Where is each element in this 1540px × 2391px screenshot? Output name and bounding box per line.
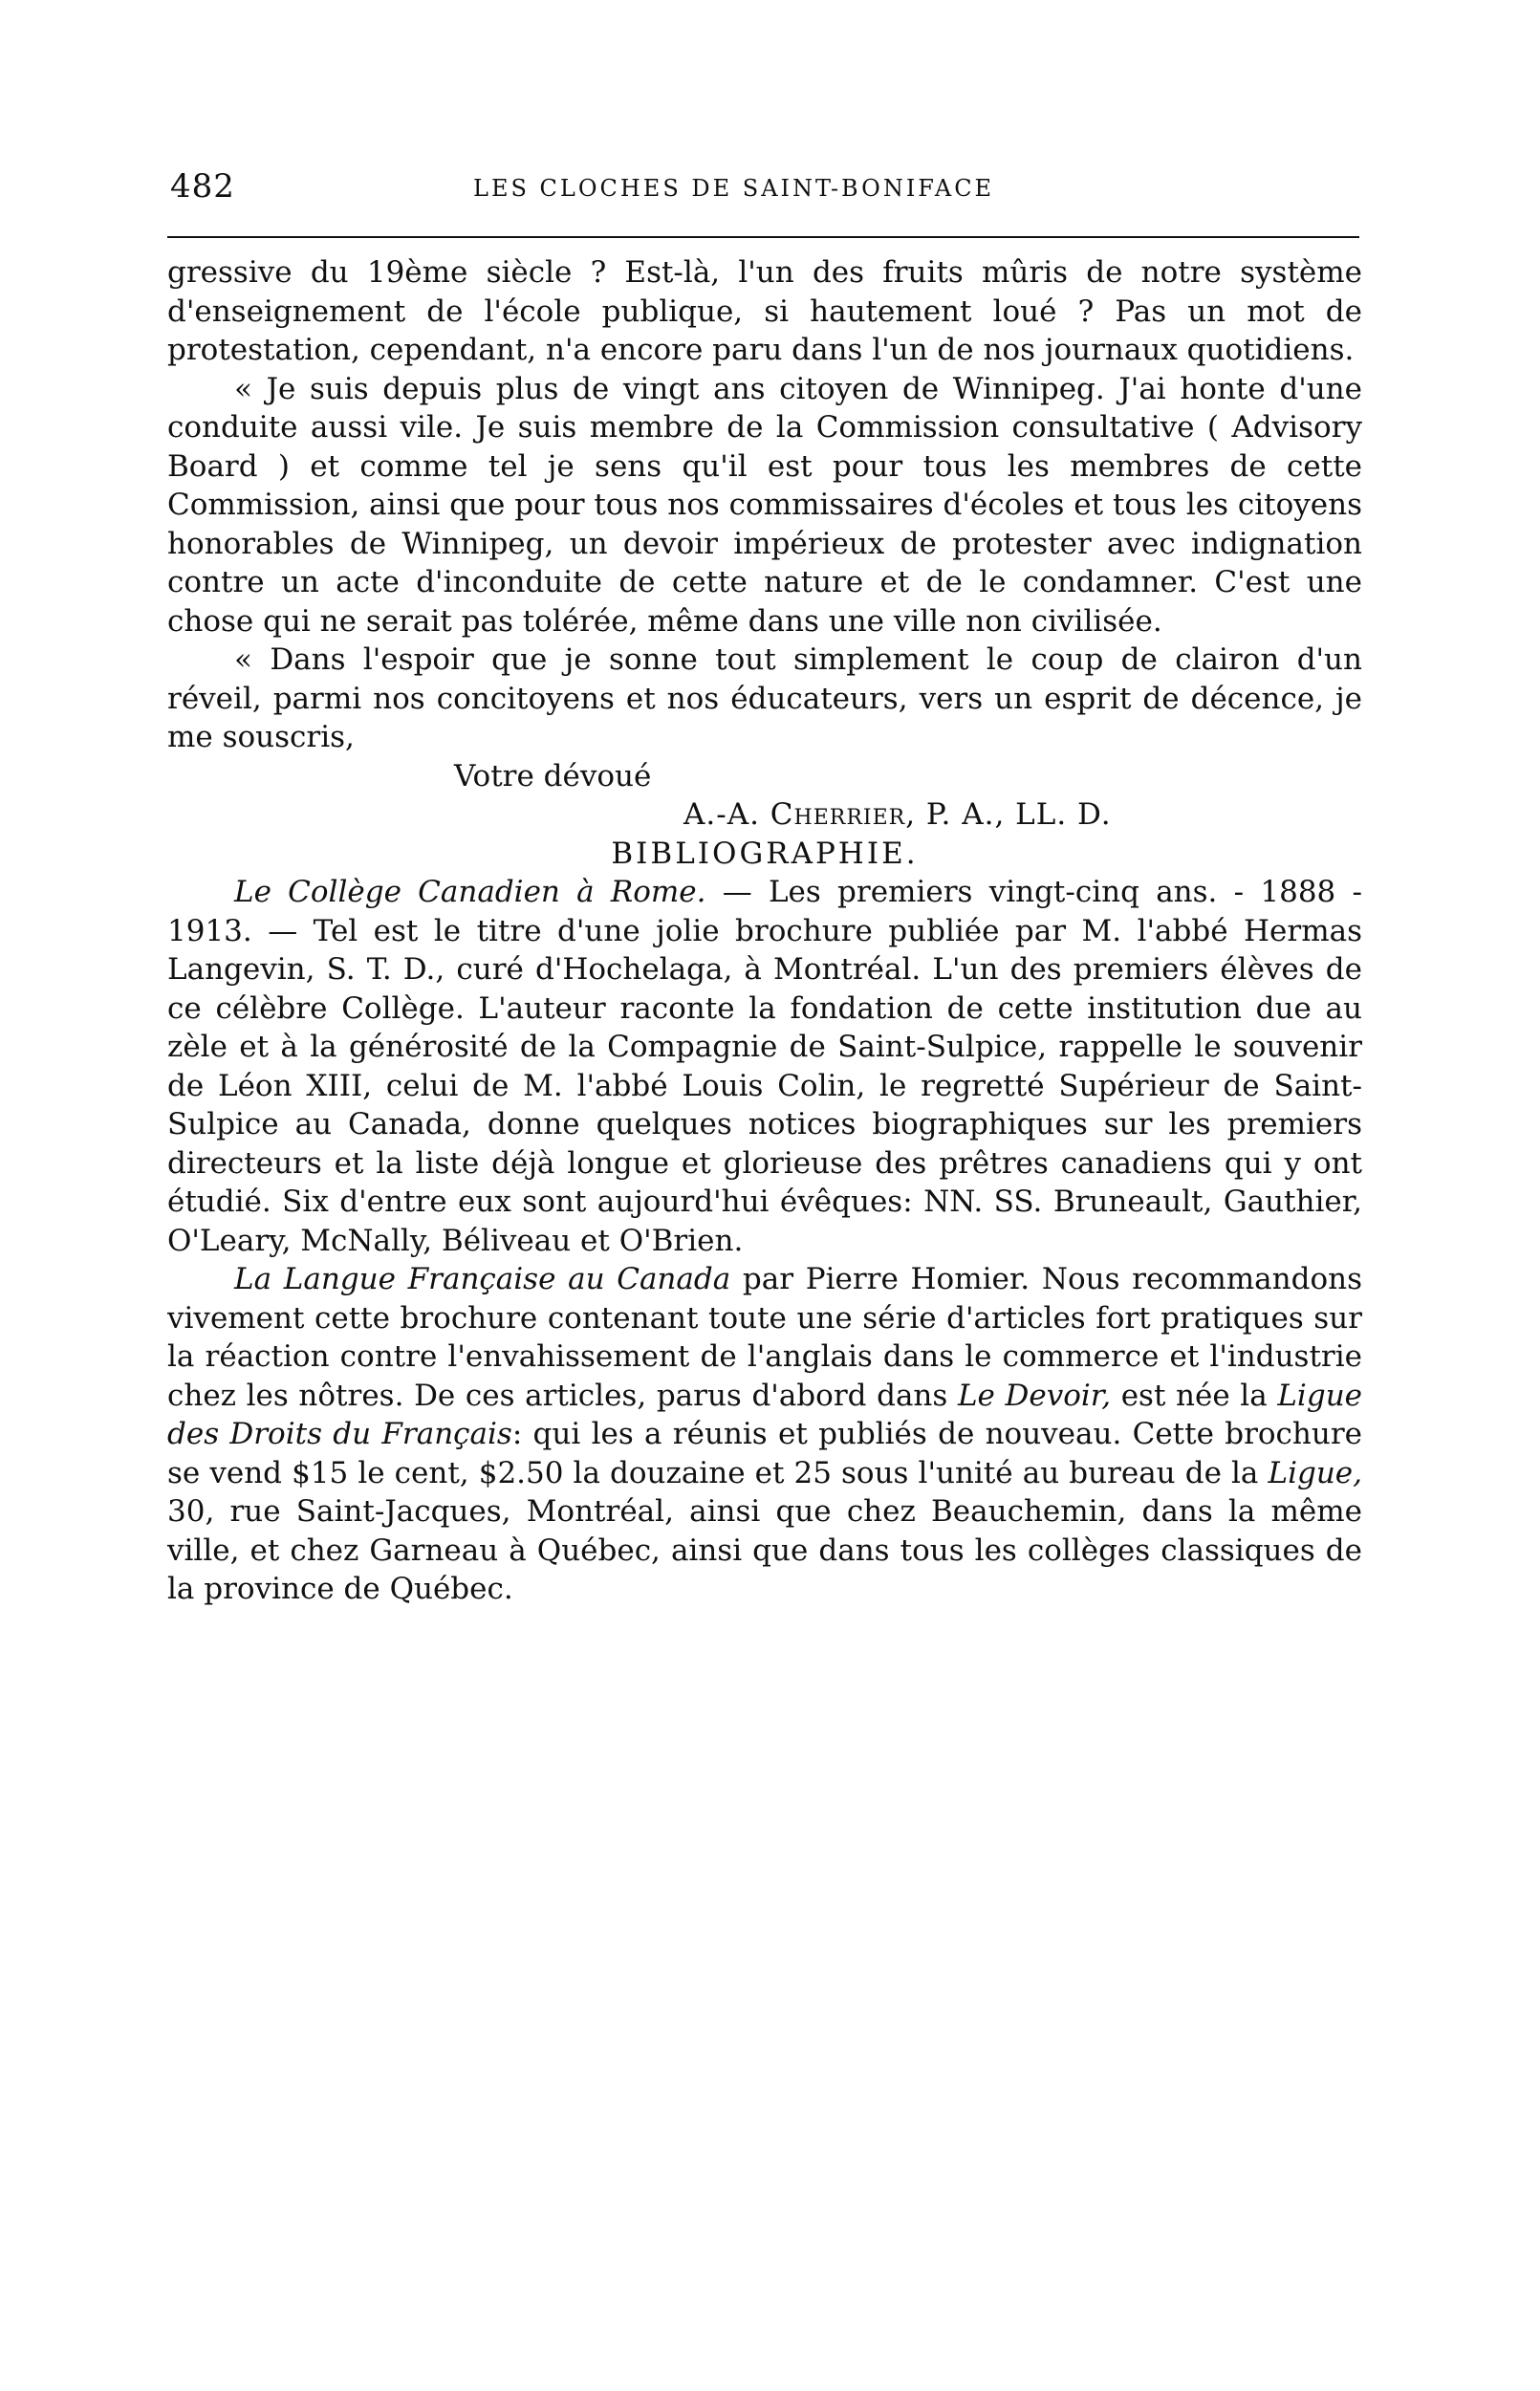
letter-signature: A.-A. Cherrier, P. A., LL. D. xyxy=(683,797,1112,832)
running-title: LES CLOCHES DE SAINT-BONIFACE xyxy=(473,175,995,202)
page-header xyxy=(167,167,1362,234)
bibliography-entry-2 xyxy=(167,1260,1362,1609)
letter-paragraph-2: « Je suis depuis plus de vingt ans citoyen de Winnipeg. J'ai honte d'une conduite aussi vile. Je suis membre de la Commission consultative ( Advisory Board ) et comme tel je sens qu'il est pour tous les membres de cette Commission, ainsi que pour tous nos commissaires d'écoles et tous les citoyens honorables de Winnipeg, un devoir impérieux de protester avec indignation contre un acte d'inconduite de cette nature et de le condamner. C'est une chose qui ne serait pas tolérée, même dans une ville non civilisée. xyxy=(167,371,1362,639)
entry-2-newspaper: Le Devoir, xyxy=(957,1378,1112,1413)
book-page xyxy=(167,167,1363,1606)
entry-2-text-a: par Pierre Homier. Nous recommandons vivement cette brochure contenant toute une série d'articles fort pratiques sur la réaction contre l'envahissement de l'anglais dans le commerce et l'industrie chez les nôtres. De ces articles, parus d'abord dans xyxy=(167,1262,1362,1413)
entry-2-text-c: : qui les a réunis et publiés de nouveau. Cette brochure se vend $15 le cent, $2.50 la douzaine et 25 sous l'unité au bureau de la xyxy=(167,1417,1363,1490)
entry-2-text-d: 30, rue Saint-Jacques, Montréal, ainsi que chez Beauchemin, dans la même ville, et chez Garneau à Québec, ainsi que dans tous les collèges classiques de la province de Québec. xyxy=(167,1494,1362,1606)
page-body xyxy=(167,253,1362,1609)
letter-paragraph-1: gressive du 19ème siècle ? Est-là, l'un des fruits mûris de notre système d'enseignement de l'école publique, si hautement loué ? Pas un mot de protestation, cependant, n'a encore paru dans l'un de nos journaux quotidiens. xyxy=(167,255,1362,367)
entry-2-ligue: Ligue, xyxy=(1268,1455,1362,1490)
entry-2-text-b: est née la xyxy=(1111,1378,1278,1413)
entry-2-league: Ligue des Droits du Français xyxy=(167,1378,1362,1451)
section-title: BIBLIOGRAPHIE. xyxy=(611,836,919,871)
entry-1-title: Le Collège Canadien à Rome. xyxy=(234,875,706,909)
letter-closing: Votre dévoué xyxy=(454,758,652,793)
entry-1-text: — Les premiers vingt-cinq ans. - 1888 - 1913. — Tel est le titre d'une jolie brochure publiée par M. l'abbé Hermas Langevin, S. T. D., curé d'Hochelaga, à Montréal. L'un des premiers élèves de ce célèbre Collège. L'auteur raconte la fondation de cette institution due au zèle et à la générosité de la Compagnie de Saint-Sulpice, rappelle le souvenir de Léon XIII, celui de M. l'abbé Louis Colin, le regretté Supérieur de Saint-Sulpice au Canada, donne quelques notices biographiques sur les premiers directeurs et la liste déjà longue et glorieuse des prêtres canadiens qui y ont étudié. Six d'entre eux sont aujourd'hui évêques: NN. SS. Bruneault, Gauthier, O'Leary, McNally, Béliveau et O'Brien. xyxy=(167,875,1362,1258)
page-number: 482 xyxy=(170,167,235,206)
entry-2-title: La Langue Française au Canada xyxy=(234,1262,731,1296)
letter-paragraph-3: « Dans l'espoir que je sonne tout simplement le coup de clairon d'un réveil, parmi nos concitoyens et nos éducateurs, vers un esprit de décence, je me souscris, xyxy=(167,642,1362,754)
header-rule xyxy=(167,236,1359,238)
bibliography-entry-1 xyxy=(167,873,1362,1260)
